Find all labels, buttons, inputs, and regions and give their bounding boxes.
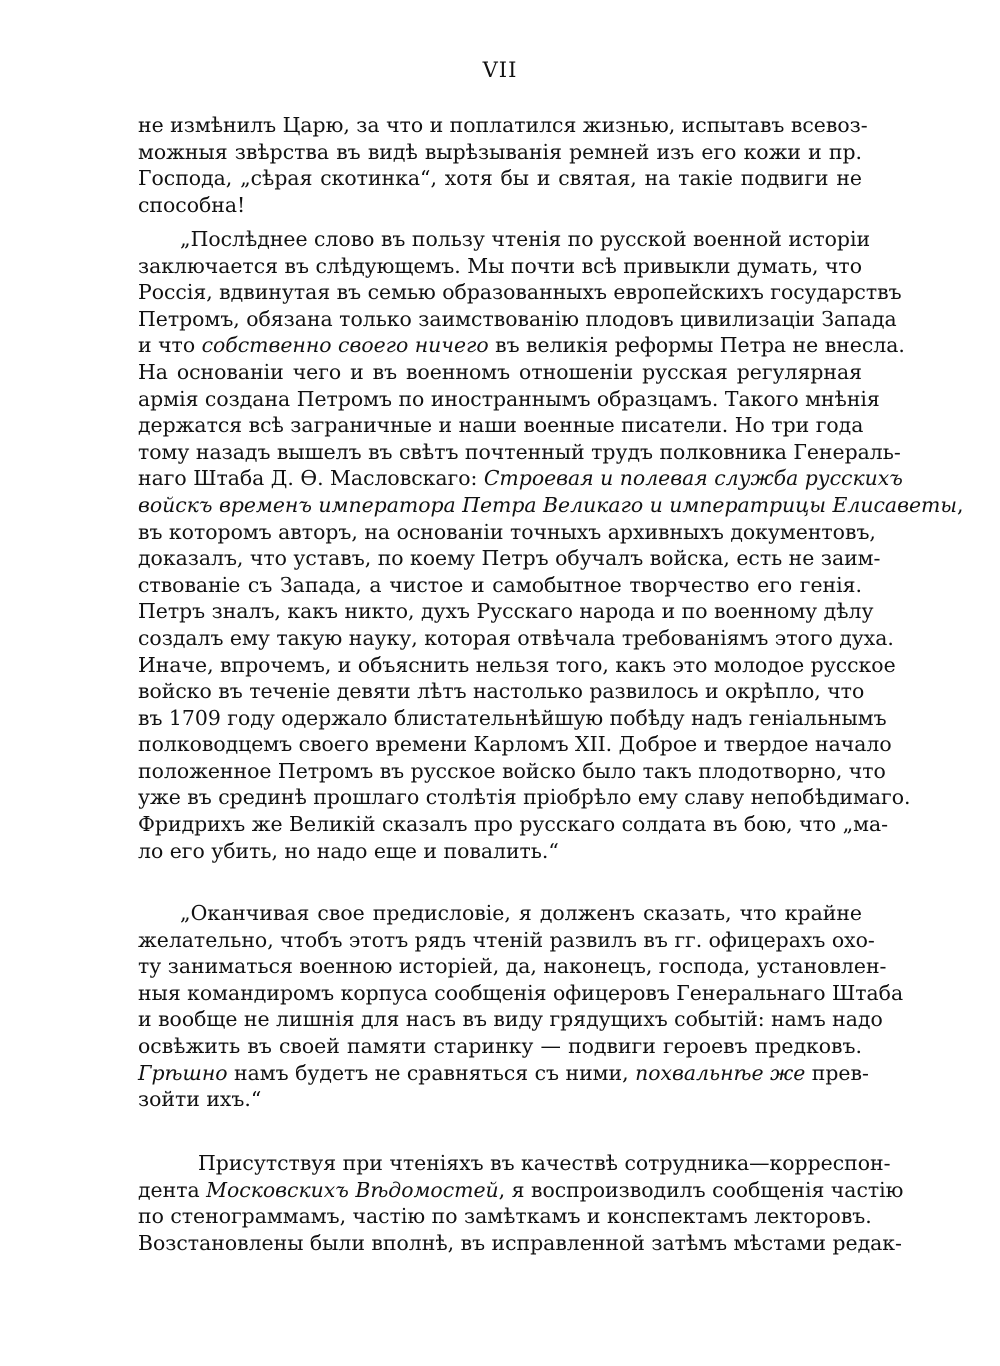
text-line: „Оканчивая свое предисловіе, я долженъ сказать, что крайне: [180, 901, 862, 925]
paragraph-2: [138, 226, 964, 864]
italic-phrase: собственно своего ничего: [201, 333, 489, 358]
text-line: полководцемъ своего времени Карломъ XII. Доброе и твердое начало: [138, 732, 892, 757]
text-line: держатся всѣ заграничные и наши военные писатели. Но три года: [138, 413, 864, 438]
text-line: ныя командиромъ корпуса сообщенія офицеровъ Генеральнаго Штаба: [138, 980, 904, 1005]
text-line: зойти ихъ.“: [138, 1087, 262, 1112]
text-line: въ 1709 году одержало блистательнѣйшую побѣду надъ геніальнымъ: [138, 705, 887, 730]
text-run: , я воспроизводилъ сообщенія частію: [498, 1177, 904, 1202]
paragraph-3: [138, 900, 904, 1113]
paragraph-1: [138, 112, 868, 218]
text-line: въ которомъ авторъ, на основаніи точныхъ архивныхъ документовъ,: [138, 519, 876, 544]
text-run: и что: [138, 333, 202, 358]
text-line: Присутствуя при чтеніяхъ въ качествѣ сотрудника—корреспон-: [198, 1151, 891, 1175]
text-line: [138, 332, 905, 359]
text-line: заключается въ слѣдующемъ. Мы почти всѣ привыкли думать, что: [138, 253, 862, 278]
italic-title: Строевая и полевая служба русскихъ: [483, 466, 903, 491]
text-line: Иначе, впрочемъ, и объяснить нельзя того, какъ это молодое русское: [138, 652, 896, 677]
text-line: способна!: [138, 192, 246, 217]
text-line: по стенограммамъ, частію по замѣткамъ и конспектамъ лекторовъ.: [138, 1204, 872, 1229]
text-line: Фридрихъ же Великій сказалъ про русскаго солдата въ бою, что „ма-: [138, 812, 889, 837]
text-run: въ великія реформы Петра не внесла.: [488, 333, 905, 358]
text-line: „Послѣднее слово въ пользу чтенія по русской военной исторіи: [180, 227, 871, 251]
text-line: ствованіе съ Запада, а чистое и самобытное творчество его генія.: [138, 572, 862, 597]
text-line: не измѣнилъ Царю, за что и поплатился жизнью, испытавъ всевоз-: [138, 113, 868, 137]
text-line: желательно, чтобъ этотъ рядъ чтеній развилъ въ гг. офицерахъ охо-: [138, 927, 875, 952]
text-run: намъ будетъ не сравняться съ ними,: [227, 1060, 636, 1085]
text-line: [138, 1177, 904, 1204]
text-line: тому назадъ вышелъ въ свѣтъ почтенный трудъ полковника Генераль-: [138, 439, 901, 464]
text-line: и вообще не лишнія для насъ въ виду грядущихъ событій: намъ надо: [138, 1007, 883, 1032]
text-line: создалъ ему такую науку, которая отвѣчала требованіямъ этого духа.: [138, 625, 894, 650]
italic-title: войскъ временъ императора Петра Великаго и императрицы Елисаветы: [138, 492, 957, 517]
italic-phrase: Грѣшно: [138, 1060, 228, 1085]
text-run: ,: [956, 492, 964, 517]
text-line: освѣжить въ своей памяти старинку — подвиги героевъ предковъ.: [138, 1033, 862, 1058]
text-line: Петръ зналъ, какъ никто, духъ Русскаго народа и по военному дѣлу: [138, 599, 874, 624]
text-line: ту заниматься военною исторіей, да, наконецъ, господа, установлен-: [138, 954, 887, 979]
text-line: войско въ теченіе девяти лѣтъ настолько развилось и окрѣпло, что: [138, 679, 865, 704]
text-line: доказалъ, что уставъ, по коему Петръ обучалъ войска, есть не заим-: [138, 546, 881, 571]
text-line: Господа, „сѣрая скотинка“, хотя бы и святая, на такіе подвиги не: [138, 166, 862, 191]
text-line: можныя звѣрства въ видѣ вырѣзыванія ремней изъ его кожи и пр.: [138, 139, 862, 164]
page-number: VII: [482, 58, 518, 82]
text-run: прев-: [805, 1060, 869, 1085]
text-line: Россія, вдвинутая въ семью образованныхъ европейскихъ государствъ: [138, 280, 902, 305]
text-line: армія создана Петромъ по иностраннымъ образцамъ. Такого мнѣнія: [138, 386, 880, 411]
text-line: Петромъ, обязана только заимствованію плодовъ цивилизаціи Запада: [138, 306, 897, 331]
text-line: На основаніи чего и въ военномъ отношеніи русская регулярная: [138, 359, 862, 384]
italic-title: Московскихъ Вѣдомостей: [206, 1177, 499, 1202]
italic-phrase: похвальнѣе же: [635, 1060, 806, 1085]
paragraph-4: [138, 1150, 904, 1256]
text-line: [138, 465, 903, 492]
text-run: дента: [138, 1177, 207, 1202]
text-line: положенное Петромъ въ русское войско было такъ плодотворно, что: [138, 758, 886, 783]
text-line: ло его убить, но надо еще и повалить.“: [138, 838, 559, 863]
text-line: Возстановлены были вполнѣ, въ исправленной затѣмъ мѣстами редак-: [138, 1230, 902, 1255]
text-line: уже въ срединѣ прошлаго столѣтія пріобрѣло ему славу непобѣдимаго.: [138, 785, 911, 810]
text-line: [138, 1060, 869, 1087]
text-run: наго Штаба Д. Ѳ. Масловскаго:: [138, 466, 484, 491]
text-line: [138, 492, 964, 519]
